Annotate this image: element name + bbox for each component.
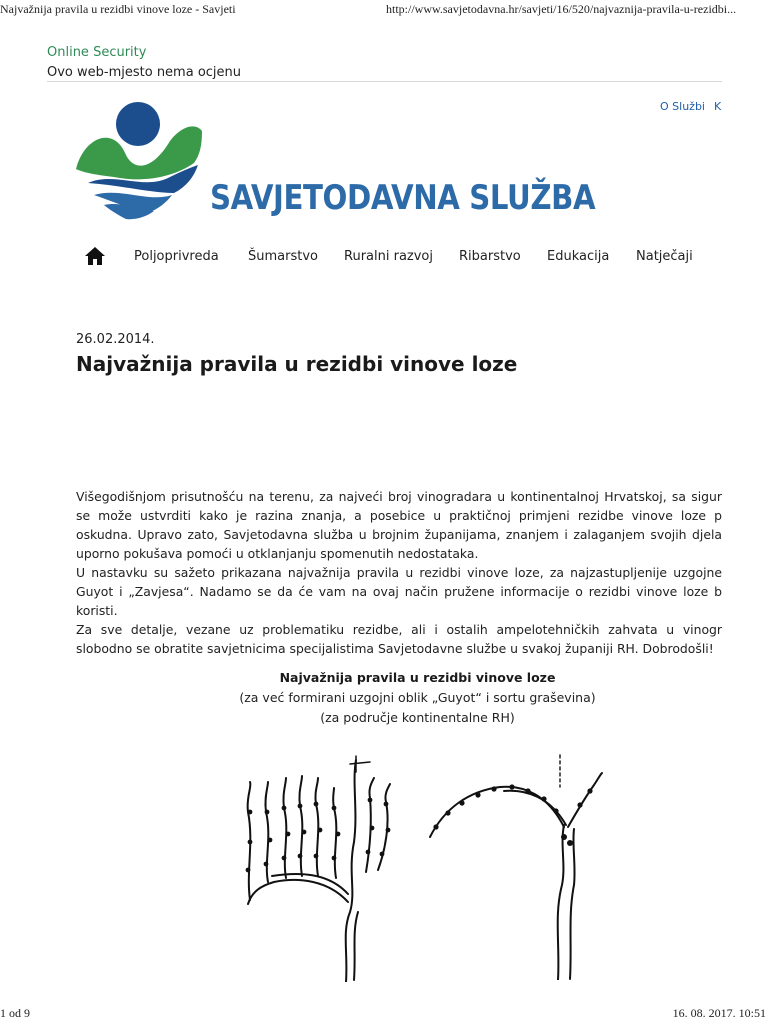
print-header	[0, 0, 768, 18]
home-icon[interactable]	[84, 246, 106, 266]
clipped-top-link[interactable]: K	[714, 100, 722, 113]
guyot-vine-sketch	[238, 752, 418, 982]
paragraph-line: U nastavku su sažeto prikazana najvažnija pravila u rezidbi vinove loze, za najzastupljenije uzgojne	[76, 565, 722, 580]
paragraph-line: slobodno se obratite savjetnicima specijalistima Savjetodavne službe u svakoj županiji RH. Dobrodošli!	[76, 641, 714, 656]
nav-item-natjecaji[interactable]: Natječaji	[636, 249, 693, 264]
post-date: 26.02.2014.	[76, 332, 155, 347]
security-rating-text: Ovo web-mjesto nema ocjenu	[47, 65, 242, 80]
article-body	[76, 487, 722, 658]
paragraph-line: Višegodišnjom prisutnošću na terenu, za najveći broj vinogradara u kontinentalnoj Hrvatskoj, sa sigur	[76, 489, 722, 504]
nav-item-ruralni-razvoj[interactable]: Ruralni razvoj	[344, 249, 433, 264]
print-page-number: 1 od 9	[0, 1006, 30, 1020]
paragraph-line: Guyot i „Zavjesa“. Nadamo se da će vam na ovaj način pružene informacije o rezidbi vinove loze b	[76, 584, 722, 599]
paragraph-line: uporno pokušava pomoći u otklanjanju spomenutih nedostataka.	[76, 546, 479, 561]
nav-item-poljoprivreda[interactable]: Poljoprivreda	[134, 249, 219, 264]
online-security-link[interactable]: Online Security	[47, 45, 147, 60]
brand-name[interactable]: SAVJETODAVNA SLUŽBA	[210, 178, 596, 218]
section-subtitle: (za već formirani uzgojni oblik „Guyot“ i sortu graševina)	[239, 690, 596, 705]
section-subtitle: (za područje kontinentalne RH)	[320, 710, 515, 725]
nav-item-edukacija[interactable]: Edukacija	[547, 249, 610, 264]
paragraph-line: se može ustvrditi kako je razina znanja, a posebice u praktičnoj primjeni rezidbe vinove loze p	[76, 508, 722, 523]
about-service-link[interactable]: O Službi	[660, 100, 705, 113]
logo-icon[interactable]	[74, 97, 204, 223]
print-datetime: 16. 08. 2017. 10:51	[672, 1006, 766, 1020]
paragraph-line: koristi.	[76, 603, 118, 618]
page-title: Najvažnija pravila u rezidbi vinove loze	[76, 352, 518, 376]
nav-item-sumarstvo[interactable]: Šumarstvo	[248, 249, 318, 264]
paragraph-line: Za sve detalje, vezane uz problematiku rezidbe, ali i ostalih ampelotehničkih zahvata u vinogr	[76, 622, 722, 637]
print-page-url: http://www.savjetodavna.hr/savjeti/16/520/najvaznija-pravila-u-rezidbi...	[386, 2, 737, 16]
nav-item-ribarstvo[interactable]: Ribarstvo	[459, 249, 521, 264]
zavjesa-vine-sketch	[424, 745, 614, 980]
divider	[47, 81, 722, 82]
section-heading: Najvažnija pravila u rezidbi vinove loze	[279, 670, 556, 685]
paragraph-line: oskudna. Upravo zato, Savjetodavna služba u brojnim županijama, znanjem i zalaganjem svojih djela	[76, 527, 722, 542]
print-page-title: Najvažnija pravila u rezidbi vinove loze - Savjeti	[0, 2, 236, 16]
